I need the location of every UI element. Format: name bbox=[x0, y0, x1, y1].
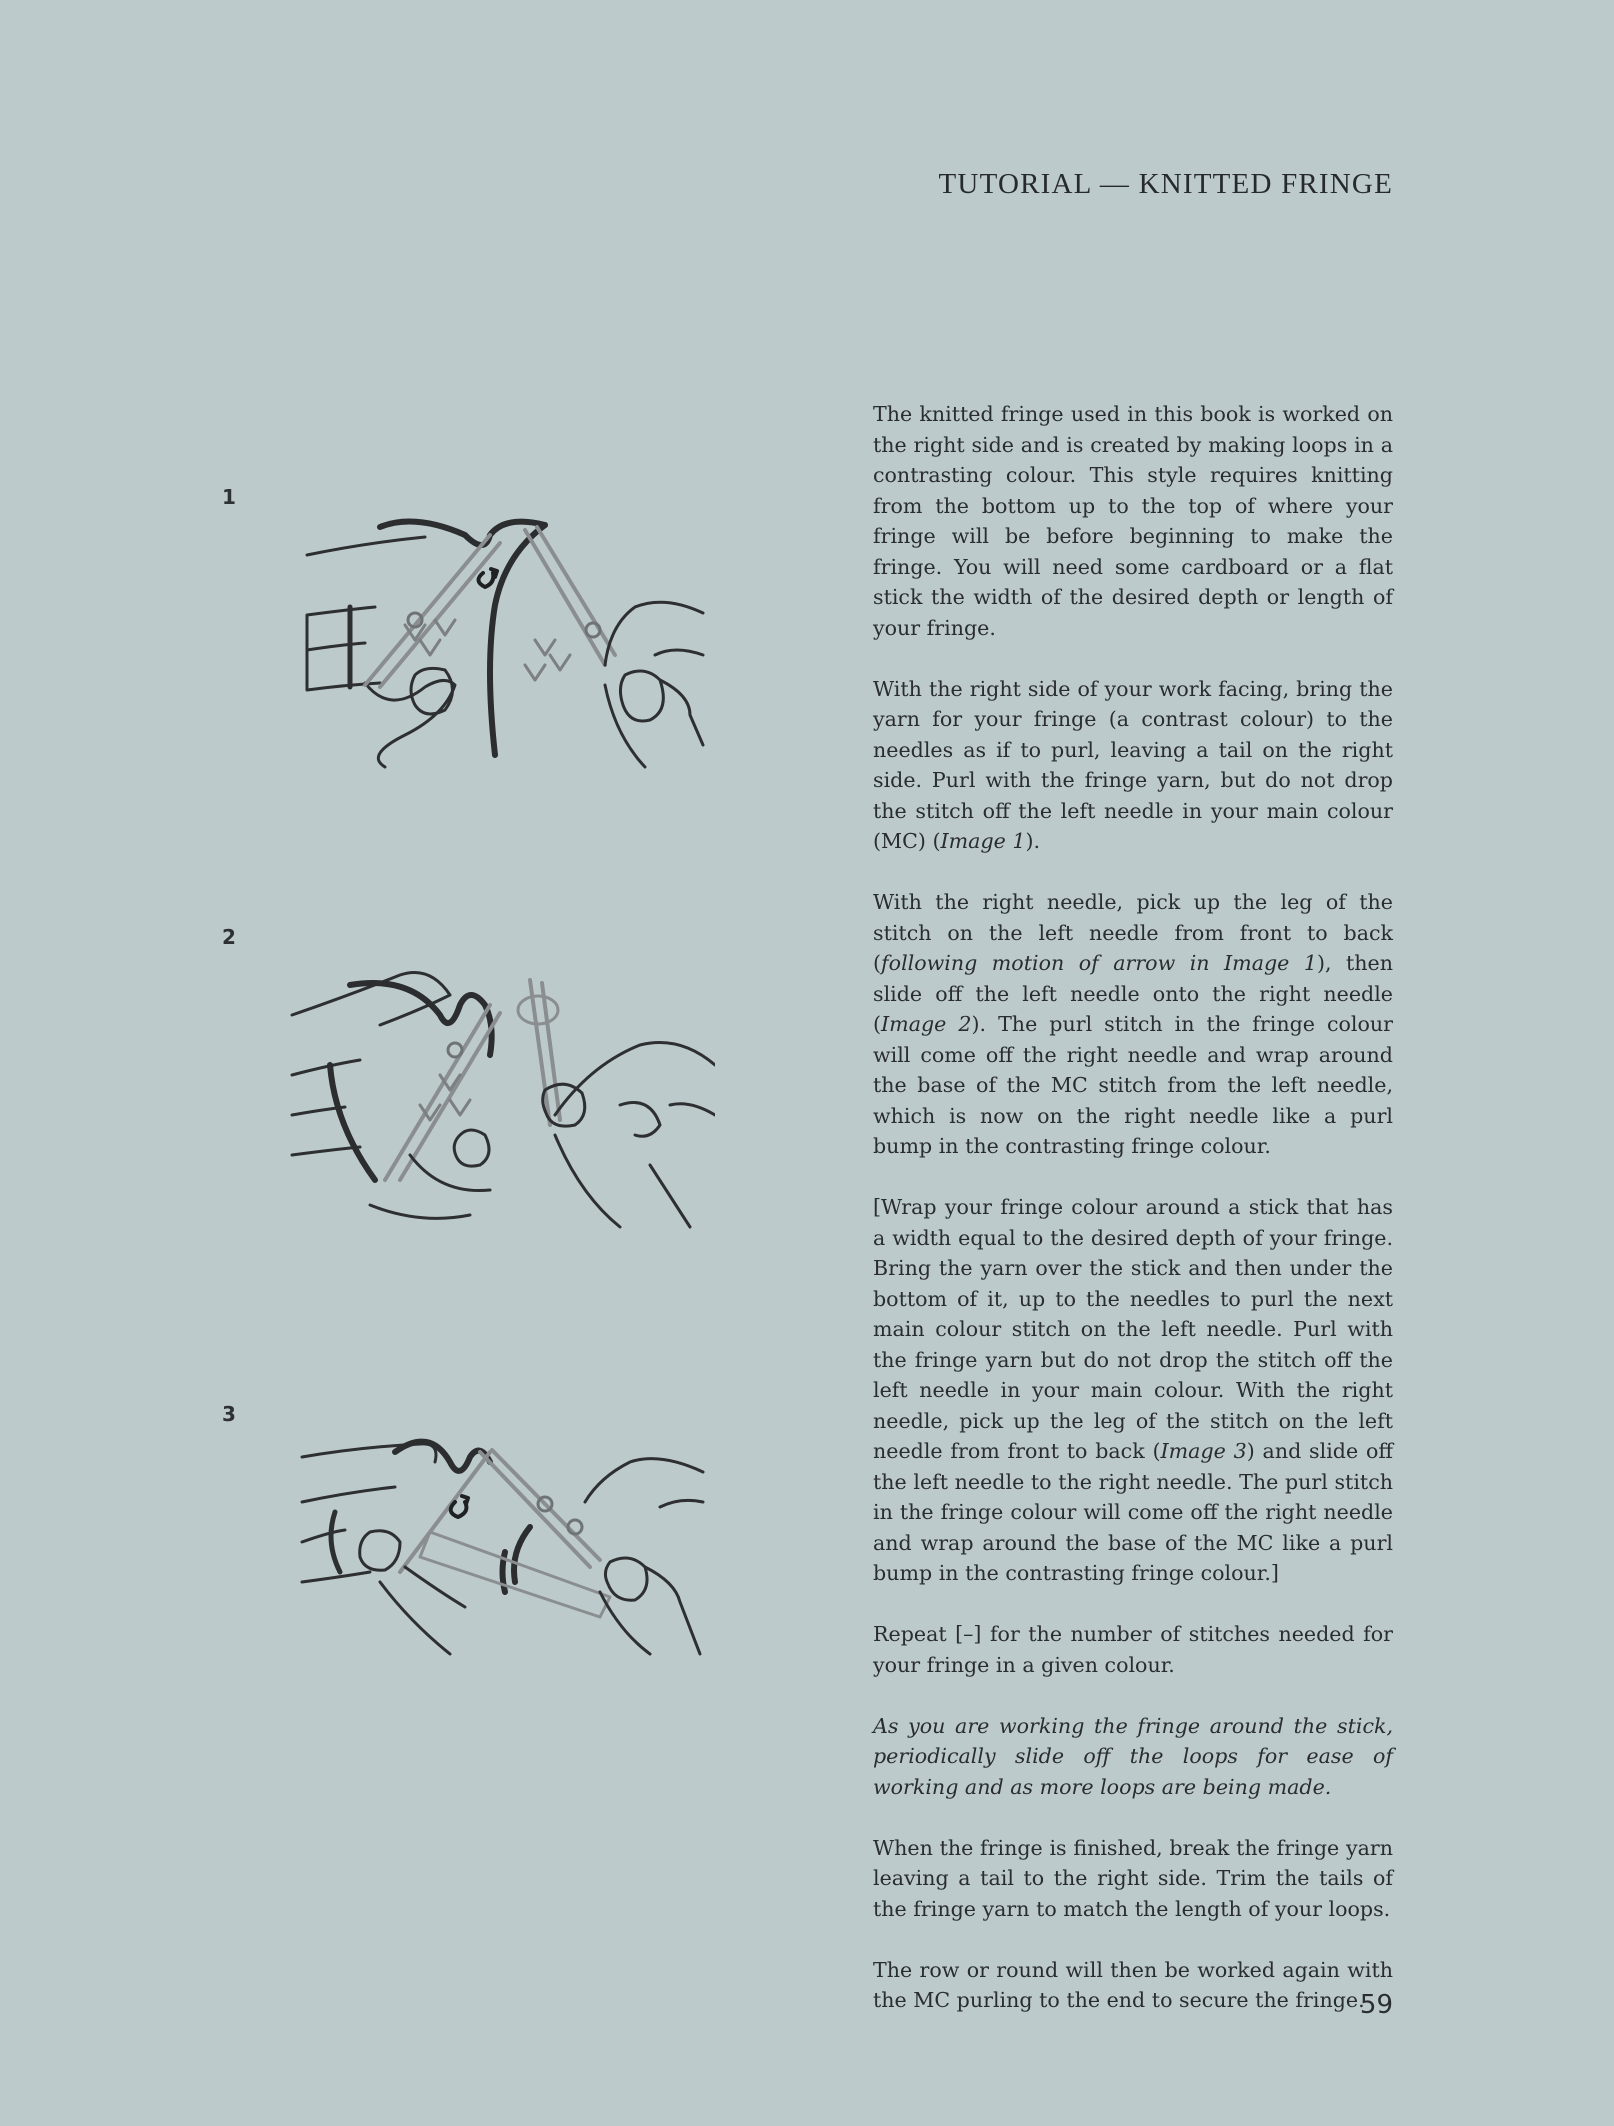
paragraph-note: As you are working the fringe around the stick, periodically slide off the loops for ease of working and as more loops are being made. bbox=[873, 1713, 1393, 1799]
paragraph-repeat: Repeat [–] for the number of stitches needed for your fringe in a given colour. bbox=[873, 1622, 1393, 1677]
paragraph-intro: The knitted fringe used in this book is worked on the right side and is created by making loops in a contrasting colour. This style requires knitting from the bottom up to the top of where your fringe will be before beginning to make the fringe. You will need some cardboard or a flat stick the width of the desired depth or length of your fringe. bbox=[873, 402, 1393, 640]
knitting-hands-image-3 bbox=[300, 1432, 705, 1657]
figure-3-illustration bbox=[300, 1432, 705, 1657]
paragraph-step-1: With the right side of your work facing, bring the yarn for your fringe (a contrast colour) to the needles as if to purl, leaving a tail on the right side. Purl with the fringe yarn, but do not drop the stitch off the left needle in your main colour (MC) (Image 1). bbox=[873, 676, 1393, 853]
figure-1-illustration bbox=[305, 515, 705, 770]
paragraph-finish: When the fringe is finished, break the fringe yarn leaving a tail to the right side. Trim the tails of the fringe yarn to match the length of your loops. bbox=[873, 1835, 1393, 1921]
figure-2-label: 2 bbox=[222, 925, 236, 949]
figure-3-label: 3 bbox=[222, 1402, 236, 1426]
page-title: TUTORIAL — KNITTED FRINGE bbox=[938, 168, 1393, 200]
paragraph-step-3: [Wrap your fringe colour around a stick that has a width equal to the desired depth of your fringe. Bring the yarn over the stick and then under the bottom of it, up to the needles to purl the next main colour stitch on the left needle. Purl with the fringe yarn but do not drop the stitch off the left needle in your main colour. With the right needle, pick up the leg of the stitch on the left needle from front to back (Image 3) and slide off the left needle to the right needle. The purl stitch in the fringe colour will come off the right needle and wrap around the base of the MC like a purl bump in the contrasting fringe colour.] bbox=[873, 1195, 1393, 1585]
tutorial-text bbox=[873, 399, 1393, 2046]
knitting-hands-image-2 bbox=[290, 965, 715, 1230]
knitting-hands-image-1 bbox=[305, 515, 705, 770]
paragraph-secure: The row or round will then be worked again with the MC purling to the end to secure the fringe. bbox=[873, 1957, 1393, 2012]
figure-2-illustration bbox=[290, 965, 715, 1230]
page-number: 59 bbox=[1359, 1990, 1393, 2020]
figure-1-label: 1 bbox=[222, 485, 236, 509]
paragraph-step-2: With the right needle, pick up the leg of the stitch on the left needle from front to back (following motion of arrow in Image 1), then slide off the left needle onto the right needle (Image 2). The purl stitch in the fringe colour will come off the right needle and wrap around the base of the MC stitch from the left needle, which is now on the right needle like a purl bump in the contrasting fringe colour. bbox=[873, 890, 1393, 1158]
